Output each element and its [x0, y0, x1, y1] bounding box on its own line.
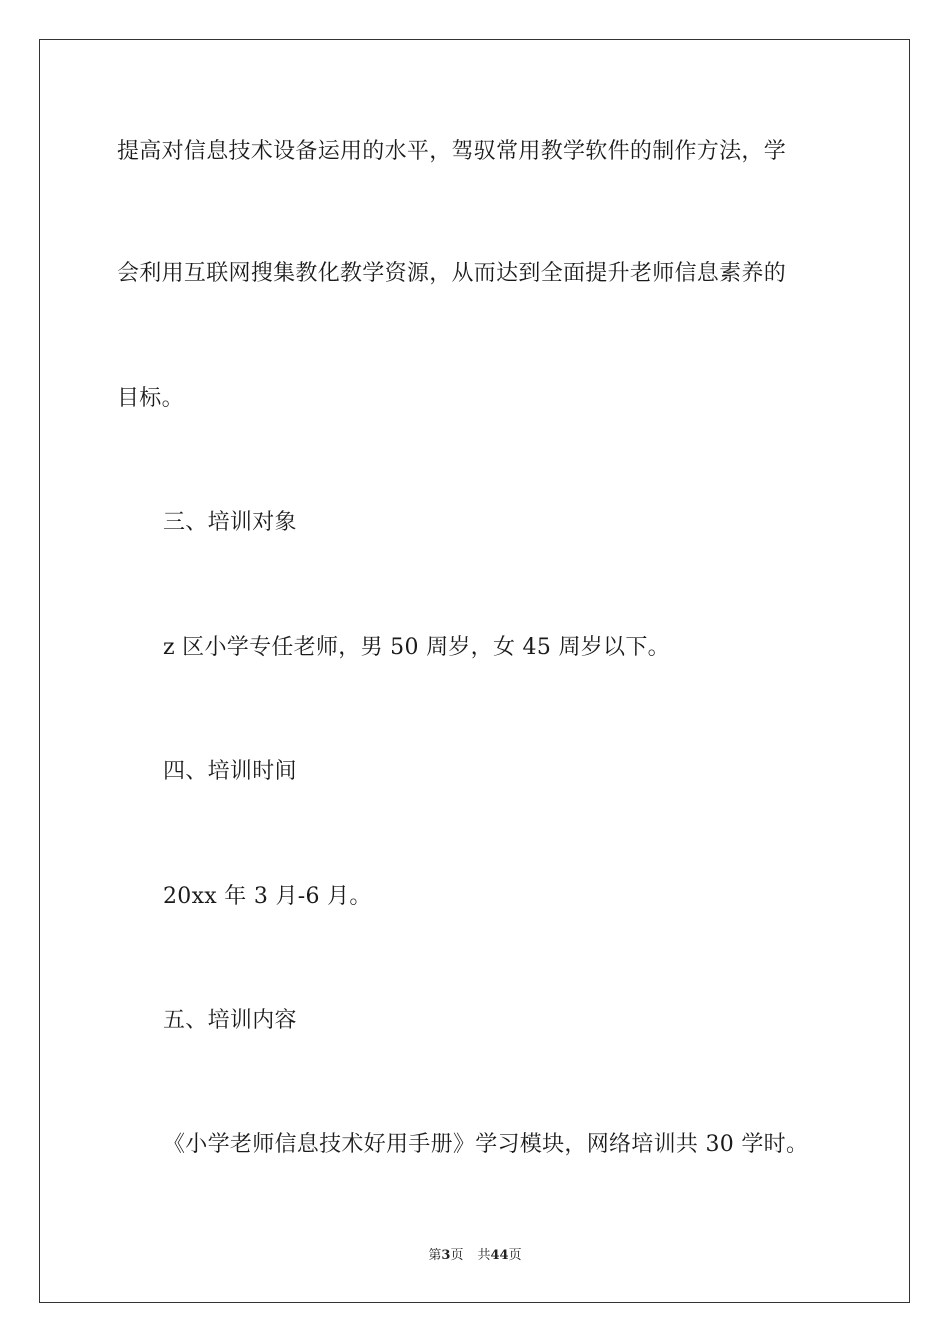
total-label-prefix: 共 — [477, 1248, 491, 1263]
page-label-suffix: 页 — [450, 1248, 464, 1263]
page-border — [39, 39, 910, 1303]
paragraph-line-3: 目标。 — [117, 386, 184, 411]
section-text-time: 20xx 年 3 月-6 月。 — [163, 884, 372, 909]
section-heading-time: 四、培训时间 — [163, 759, 297, 784]
paragraph-line-2: 会利用互联网搜集教化教学资源，从而达到全面提升老师信息素养的 — [117, 261, 787, 286]
section-heading-content: 五、培训内容 — [163, 1008, 297, 1033]
page-footer — [0, 1247, 950, 1265]
section-text-target: z 区小学专任老师，男 50 周岁，女 45 周岁以下。 — [163, 635, 670, 660]
total-pages: 44 — [490, 1248, 509, 1263]
section-heading-target: 三、培训对象 — [163, 510, 297, 535]
total-label-suffix: 页 — [508, 1248, 522, 1263]
section-text-content: 《小学老师信息技术好用手册》学习模块，网络培训共 30 学时。 — [163, 1132, 809, 1157]
paragraph-line-1: 提高对信息技术设备运用的水平，驾驭常用教学软件的制作方法，学 — [117, 139, 787, 164]
page-label-prefix: 第 — [428, 1248, 442, 1263]
page-number: 3 — [441, 1248, 451, 1263]
